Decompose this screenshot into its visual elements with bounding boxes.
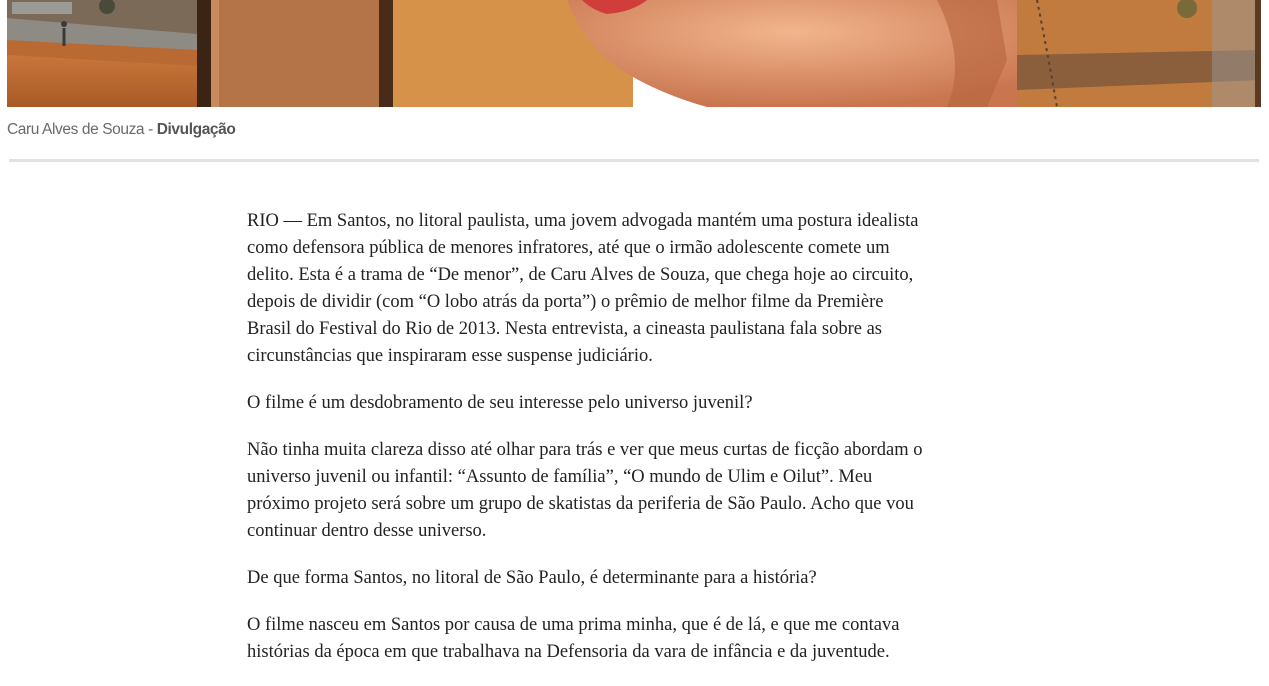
photo-caption	[7, 121, 235, 139]
caption-divider	[9, 159, 1259, 162]
article-photo	[7, 0, 1261, 107]
article-paragraph: O filme nasceu em Santos por causa de uma prima minha, que é de lá, e que me contava histórias da época em que trabalhava na Defensoria da vara de infância e da juventude.	[247, 615, 900, 662]
caption-author: Caru Alves de Souza	[7, 121, 145, 138]
article-body	[247, 208, 927, 686]
caption-separator: -	[144, 121, 157, 138]
photo-image	[7, 0, 1261, 107]
article-paragraph: RIO — Em Santos, no litoral paulista, uma jovem advogada mantém uma postura idealista como defensora pública de menores infratores, até que o irmão adolescente comete um delito. Esta é a trama de “De menor”, de Caru Alves de Souza, que chega hoje ao circuito, depois de dividir (com “O lobo atrás da porta”) o prêmio de melhor filme da Première Brasil do Festival do Rio de 2013. Nesta entrevista, a cineasta paulistana fala sobre as circunstâncias que inspiraram esse suspense judiciário.	[247, 211, 919, 366]
article-question: De que forma Santos, no litoral de São Paulo, é determinante para a história?	[247, 568, 817, 588]
caption-credit: Divulgação	[156, 121, 236, 138]
article-question: O filme é um desdobramento de seu interesse pelo universo juvenil?	[247, 393, 753, 413]
article-paragraph: Não tinha muita clareza disso até olhar para trás e ver que meus curtas de ficção abordam o universo juvenil ou infantil: “Assunto de família”, “O mundo de Ulim e Oilut”. Meu próximo projeto será sobre um grupo de skatistas da periferia de São Paulo. Acho que vou continuar dentro desse universo.	[247, 440, 923, 541]
